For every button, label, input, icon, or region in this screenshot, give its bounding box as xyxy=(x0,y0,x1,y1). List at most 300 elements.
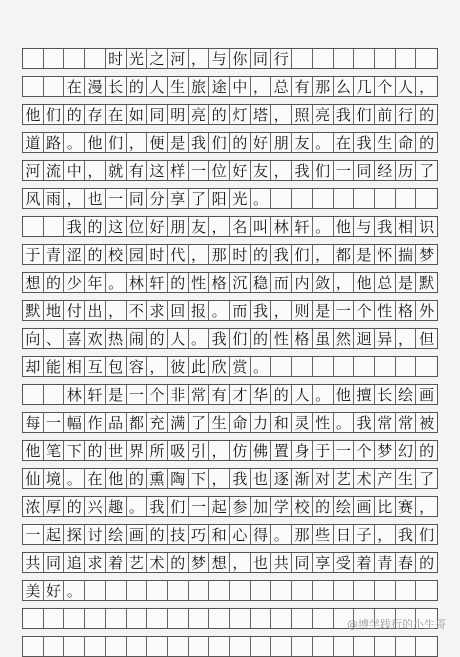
grid-cell: 作 xyxy=(85,413,106,432)
grid-cell xyxy=(271,609,292,628)
grid-cell xyxy=(209,637,230,656)
grid-cell: 这 xyxy=(106,217,127,236)
grid-cell xyxy=(375,189,396,208)
grid-cell: 的 xyxy=(85,441,106,460)
grid-cell: 起 xyxy=(44,525,65,544)
grid-cell: 热 xyxy=(106,329,127,348)
grid-cell: 巧 xyxy=(189,525,210,544)
grid-cell: 的 xyxy=(127,77,148,96)
grid-cell: 梦 xyxy=(375,441,396,460)
grid-cell: 佛 xyxy=(251,441,272,460)
grid-cell: 在 xyxy=(334,133,355,152)
grid-cell: 赛 xyxy=(396,497,417,516)
grid-cell: 非 xyxy=(168,385,189,404)
grid-cell: 名 xyxy=(230,217,251,236)
grid-cell: 性 xyxy=(189,273,210,292)
grid-cell: 。 xyxy=(313,385,334,404)
grid-cell: 却 xyxy=(23,357,44,376)
grid-cell: 人 xyxy=(292,385,313,404)
grid-cell: 几 xyxy=(354,77,375,96)
grid-cell: 那 xyxy=(209,245,230,264)
grid-cell xyxy=(85,609,106,628)
grid-cell xyxy=(334,357,355,376)
text-row xyxy=(22,384,438,405)
grid-cell: 于 xyxy=(23,245,44,264)
grid-cell: 一 xyxy=(334,301,355,320)
grid-cell: 的 xyxy=(64,105,85,124)
grid-cell: ， xyxy=(209,469,230,488)
grid-cell: 们 xyxy=(44,105,65,124)
grid-cell: 都 xyxy=(334,245,355,264)
grid-cell: 途 xyxy=(209,77,230,96)
grid-cell: 存 xyxy=(85,105,106,124)
grid-cell xyxy=(271,581,292,600)
grid-cell: 境 xyxy=(44,469,65,488)
grid-cell xyxy=(354,189,375,208)
grid-cell: 了 xyxy=(189,189,210,208)
grid-cell: ， xyxy=(396,329,417,348)
grid-cell xyxy=(292,49,313,68)
grid-cell xyxy=(23,217,44,236)
grid-cell xyxy=(354,49,375,68)
text-row xyxy=(22,76,438,97)
grid-cell xyxy=(292,581,313,600)
grid-cell: 他 xyxy=(354,273,375,292)
grid-cell xyxy=(396,189,417,208)
grid-cell: 那 xyxy=(313,77,334,96)
grid-cell: 校 xyxy=(106,245,127,264)
grid-cell: 默 xyxy=(419,274,435,292)
grid-cell: 了 xyxy=(419,470,435,488)
grid-cell: 。 xyxy=(64,133,85,152)
grid-cell: 这 xyxy=(147,161,168,180)
grid-cell: 沉 xyxy=(230,273,251,292)
grid-cell: 相 xyxy=(396,217,417,236)
text-row xyxy=(22,440,438,461)
grid-cell: 的 xyxy=(85,217,106,236)
text-row xyxy=(22,636,438,657)
grid-cell: 光 xyxy=(127,49,148,68)
grid-cell: 技 xyxy=(168,525,189,544)
grid-cell: 趣 xyxy=(106,497,127,516)
grid-cell: 他 xyxy=(334,217,355,236)
grid-cell: 命 xyxy=(230,413,251,432)
grid-cell: 想 xyxy=(209,553,230,572)
grid-cell: 术 xyxy=(147,553,168,572)
grid-cell xyxy=(354,357,375,376)
grid-cell xyxy=(85,637,106,656)
grid-cell: 长 xyxy=(106,77,127,96)
grid-cell xyxy=(23,385,44,404)
grid-cell: 我 xyxy=(64,217,85,236)
grid-cell: 风 xyxy=(23,189,44,208)
grid-cell: 引 xyxy=(189,441,210,460)
grid-cell xyxy=(230,581,251,600)
grid-cell: 所 xyxy=(147,441,168,460)
grid-cell: 同 xyxy=(251,49,272,68)
grid-cell: 命 xyxy=(396,133,417,152)
grid-cell: 笔 xyxy=(44,441,65,460)
grid-cell xyxy=(271,357,292,376)
grid-cell: 好 xyxy=(230,161,251,180)
grid-cell: 有 xyxy=(292,77,313,96)
grid-cell xyxy=(334,581,355,600)
grid-cell xyxy=(189,581,210,600)
grid-cell xyxy=(85,49,106,68)
grid-cell: 一 xyxy=(127,385,148,404)
grid-cell xyxy=(127,581,148,600)
grid-cell: 我 xyxy=(147,497,168,516)
grid-cell xyxy=(313,637,334,656)
grid-cell xyxy=(396,357,417,376)
grid-cell: 我 xyxy=(271,245,292,264)
grid-cell: 在 xyxy=(106,105,127,124)
grid-cell: 相 xyxy=(64,357,85,376)
grid-cell xyxy=(85,581,106,600)
grid-cell: 阳 xyxy=(209,189,230,208)
grid-cell: 共 xyxy=(23,553,44,572)
grid-cell: 和 xyxy=(209,525,230,544)
grid-cell: 。 xyxy=(313,133,334,152)
grid-cell xyxy=(313,609,334,628)
grid-cell: 华 xyxy=(251,385,272,404)
grid-cell: 我 xyxy=(209,329,230,348)
grid-cell: 格 xyxy=(209,273,230,292)
grid-cell: 一 xyxy=(23,525,44,544)
grid-cell: 人 xyxy=(396,77,417,96)
grid-cell: 流 xyxy=(44,161,65,180)
grid-cell: 漫 xyxy=(85,77,106,96)
grid-cell: 陶 xyxy=(168,469,189,488)
grid-cell: 。 xyxy=(127,497,148,516)
grid-cell: 置 xyxy=(271,441,292,460)
grid-cell: 求 xyxy=(147,301,168,320)
grid-cell: 河 xyxy=(23,161,44,180)
grid-cell: 光 xyxy=(230,189,251,208)
grid-cell: 一 xyxy=(44,413,65,432)
grid-cell: 是 xyxy=(106,385,127,404)
grid-cell xyxy=(44,49,65,68)
grid-cell: 美 xyxy=(23,581,44,600)
title-row xyxy=(22,48,438,69)
grid-cell: 的 xyxy=(127,469,148,488)
grid-cell: 。 xyxy=(106,273,127,292)
grid-cell: 学 xyxy=(271,497,292,516)
grid-cell: 此 xyxy=(189,357,210,376)
grid-cell: 们 xyxy=(292,245,313,264)
grid-cell: 林 xyxy=(64,385,85,404)
grid-cell: 的 xyxy=(147,525,168,544)
grid-cell: 的 xyxy=(251,329,272,348)
grid-cell: 性 xyxy=(375,301,396,320)
grid-cell: 绘 xyxy=(396,385,417,404)
grid-cell xyxy=(209,609,230,628)
grid-cell: 世 xyxy=(106,441,127,460)
grid-cell: 时 xyxy=(147,245,168,264)
grid-cell: 长 xyxy=(375,385,396,404)
grid-cell: 欣 xyxy=(209,357,230,376)
grid-cell: 塔 xyxy=(251,105,272,124)
grid-cell: ， xyxy=(64,189,85,208)
grid-cell: 品 xyxy=(106,413,127,432)
grid-cell: 我 xyxy=(354,133,375,152)
grid-cell xyxy=(292,637,313,656)
grid-cell: ， xyxy=(189,49,210,68)
grid-cell: ， xyxy=(419,498,435,516)
grid-cell: 向 xyxy=(23,329,44,348)
grid-cell: 春 xyxy=(396,553,417,572)
grid-cell: 想 xyxy=(23,273,44,292)
grid-cell xyxy=(127,609,148,628)
grid-cell: 一 xyxy=(189,497,210,516)
grid-cell: 轩 xyxy=(292,217,313,236)
grid-cell: 对 xyxy=(313,469,334,488)
grid-cell xyxy=(189,609,210,628)
grid-cell: 外 xyxy=(419,302,435,320)
grid-cell xyxy=(44,217,65,236)
grid-cell: 亮 xyxy=(189,105,210,124)
grid-cell: 照 xyxy=(292,105,313,124)
text-row xyxy=(22,552,438,573)
grid-cell xyxy=(375,49,396,68)
grid-cell: 逐 xyxy=(271,469,292,488)
grid-cell xyxy=(147,581,168,600)
grid-cell: 。 xyxy=(64,581,85,600)
grid-cell: 的 xyxy=(419,134,435,152)
grid-cell xyxy=(230,609,251,628)
grid-cell: 路 xyxy=(44,133,65,152)
watermark: @博学践行的小生哥 xyxy=(347,618,446,631)
grid-cell: 。 xyxy=(209,301,230,320)
grid-cell xyxy=(64,49,85,68)
grid-cell: 们 xyxy=(230,329,251,348)
grid-cell: 彼 xyxy=(168,357,189,376)
grid-cell: 起 xyxy=(209,497,230,516)
grid-cell: 灵 xyxy=(292,413,313,432)
grid-cell: 如 xyxy=(127,105,148,124)
grid-cell: 绘 xyxy=(334,497,355,516)
grid-cell: 得 xyxy=(251,525,272,544)
grid-cell: 人 xyxy=(147,77,168,96)
grid-cell xyxy=(64,637,85,656)
grid-cell: 术 xyxy=(354,469,375,488)
grid-cell: 的 xyxy=(230,133,251,152)
grid-cell: 时 xyxy=(106,49,127,68)
grid-cell: 包 xyxy=(106,357,127,376)
grid-cell: 的 xyxy=(64,497,85,516)
grid-cell xyxy=(313,49,334,68)
grid-cell: 子 xyxy=(354,525,375,544)
grid-cell: 但 xyxy=(419,330,435,348)
grid-cell: 怀 xyxy=(375,245,396,264)
grid-cell: 位 xyxy=(209,161,230,180)
grid-cell: ， xyxy=(189,245,210,264)
grid-cell: 们 xyxy=(209,133,230,152)
text-row xyxy=(22,160,438,181)
grid-cell xyxy=(271,189,292,208)
grid-cell: 迥 xyxy=(354,329,375,348)
grid-cell: 中 xyxy=(64,161,85,180)
grid-cell: 容 xyxy=(127,357,148,376)
grid-cell: 个 xyxy=(354,441,375,460)
grid-cell: 友 xyxy=(189,217,210,236)
grid-cell: 揣 xyxy=(396,245,417,264)
grid-cell: 则 xyxy=(292,301,313,320)
grid-cell: 的 xyxy=(251,245,272,264)
grid-cell: 梦 xyxy=(419,246,435,264)
grid-cell: 我 xyxy=(230,469,251,488)
grid-cell: 的 xyxy=(44,273,65,292)
text-row xyxy=(22,580,438,601)
grid-cell xyxy=(189,637,210,656)
grid-cell: 同 xyxy=(147,105,168,124)
grid-cell: 地 xyxy=(44,301,65,320)
grid-cell xyxy=(313,581,334,600)
grid-cell: 河 xyxy=(168,49,189,68)
grid-cell: 便 xyxy=(147,133,168,152)
grid-cell xyxy=(209,581,230,600)
grid-cell xyxy=(396,637,417,656)
grid-cell: 我 xyxy=(375,217,396,236)
grid-cell xyxy=(313,189,334,208)
grid-cell xyxy=(416,189,437,208)
grid-cell: 同 xyxy=(354,161,375,180)
grid-cell xyxy=(416,357,437,376)
grid-cell: ， xyxy=(230,553,251,572)
grid-cell: 追 xyxy=(64,553,85,572)
grid-cell: 报 xyxy=(189,301,210,320)
grid-cell: 我 xyxy=(251,301,272,320)
grid-cell: 。 xyxy=(251,189,272,208)
grid-cell: ， xyxy=(313,245,334,264)
grid-cell: 好 xyxy=(251,133,272,152)
grid-cell xyxy=(168,637,189,656)
grid-cell xyxy=(292,189,313,208)
grid-cell xyxy=(396,49,417,68)
grid-cell: 付 xyxy=(64,301,85,320)
grid-cell: 常 xyxy=(396,413,417,432)
grid-cell: 常 xyxy=(375,413,396,432)
grid-cell: 虽 xyxy=(313,329,334,348)
grid-cell: 内 xyxy=(292,273,313,292)
grid-cell: 赏 xyxy=(230,357,251,376)
grid-cell: 画 xyxy=(354,497,375,516)
grid-cell xyxy=(23,637,44,656)
text-row xyxy=(22,356,438,377)
grid-cell: 下 xyxy=(189,469,210,488)
grid-cell xyxy=(354,581,375,600)
grid-cell: 。 xyxy=(251,357,272,376)
grid-cell: 比 xyxy=(375,497,396,516)
grid-cell: 朋 xyxy=(271,133,292,152)
grid-cell: 喜 xyxy=(64,329,85,348)
grid-cell: 而 xyxy=(271,273,292,292)
grid-cell: ， xyxy=(375,525,396,544)
grid-cell: 仿 xyxy=(230,441,251,460)
grid-cell: 与 xyxy=(209,49,230,68)
grid-cell xyxy=(251,637,272,656)
grid-cell: 身 xyxy=(292,441,313,460)
text-row xyxy=(22,524,438,545)
grid-cell: 常 xyxy=(189,385,210,404)
grid-cell: 是 xyxy=(396,273,417,292)
grid-cell: 林 xyxy=(127,273,148,292)
grid-cell: 互 xyxy=(85,357,106,376)
grid-cell: 充 xyxy=(147,413,168,432)
grid-cell: ， xyxy=(271,105,292,124)
grid-cell: 兴 xyxy=(85,497,106,516)
grid-cell: 生 xyxy=(209,413,230,432)
text-row xyxy=(22,496,438,517)
grid-cell: 中 xyxy=(230,77,251,96)
grid-cell: 讨 xyxy=(85,525,106,544)
grid-cell: 有 xyxy=(127,161,148,180)
grid-cell: 年 xyxy=(85,273,106,292)
grid-cell: 就 xyxy=(106,161,127,180)
grid-cell: ， xyxy=(147,357,168,376)
grid-cell: 分 xyxy=(147,189,168,208)
grid-cell: ， xyxy=(85,161,106,180)
grid-cell: ， xyxy=(334,273,355,292)
grid-cell xyxy=(106,609,127,628)
text-row xyxy=(22,328,438,349)
grid-cell xyxy=(44,609,65,628)
grid-cell: 经 xyxy=(375,161,396,180)
grid-cell: 受 xyxy=(334,553,355,572)
grid-cell: 们 xyxy=(419,526,435,544)
text-row xyxy=(22,104,438,125)
grid-cell: 艺 xyxy=(334,469,355,488)
grid-cell: 一 xyxy=(334,441,355,460)
grid-cell: 日 xyxy=(334,525,355,544)
grid-cell: 生 xyxy=(168,77,189,96)
grid-cell: 欢 xyxy=(85,329,106,348)
grid-cell: 校 xyxy=(292,497,313,516)
grid-cell: 时 xyxy=(230,245,251,264)
grid-cell xyxy=(106,581,127,600)
grid-cell: ， xyxy=(209,217,230,236)
grid-cell: 友 xyxy=(292,133,313,152)
grid-cell xyxy=(44,77,65,96)
grid-cell: 好 xyxy=(147,217,168,236)
grid-cell: 青 xyxy=(44,245,65,264)
grid-cell xyxy=(147,637,168,656)
grid-cell: 和 xyxy=(271,413,292,432)
grid-cell: 回 xyxy=(168,301,189,320)
grid-cell xyxy=(127,637,148,656)
grid-cell: 。 xyxy=(271,525,292,544)
grid-cell: 的 xyxy=(419,554,435,572)
grid-cell: 代 xyxy=(168,245,189,264)
grid-cell: 们 xyxy=(313,161,334,180)
grid-cell: 行 xyxy=(271,49,292,68)
grid-cell: 着 xyxy=(106,553,127,572)
grid-cell: 在 xyxy=(85,469,106,488)
grid-cell: 一 xyxy=(334,161,355,180)
grid-cell: 。 xyxy=(189,329,210,348)
grid-cell: 的 xyxy=(313,497,334,516)
grid-cell: ， xyxy=(419,78,435,96)
grid-cell: 了 xyxy=(419,162,435,180)
grid-cell xyxy=(375,357,396,376)
grid-cell: 仙 xyxy=(23,469,44,488)
grid-cell: 前 xyxy=(375,105,396,124)
grid-cell xyxy=(251,581,272,600)
text-row xyxy=(22,412,438,433)
grid-cell: 行 xyxy=(396,105,417,124)
grid-cell: 擅 xyxy=(354,385,375,404)
grid-cell: 每 xyxy=(23,413,44,432)
